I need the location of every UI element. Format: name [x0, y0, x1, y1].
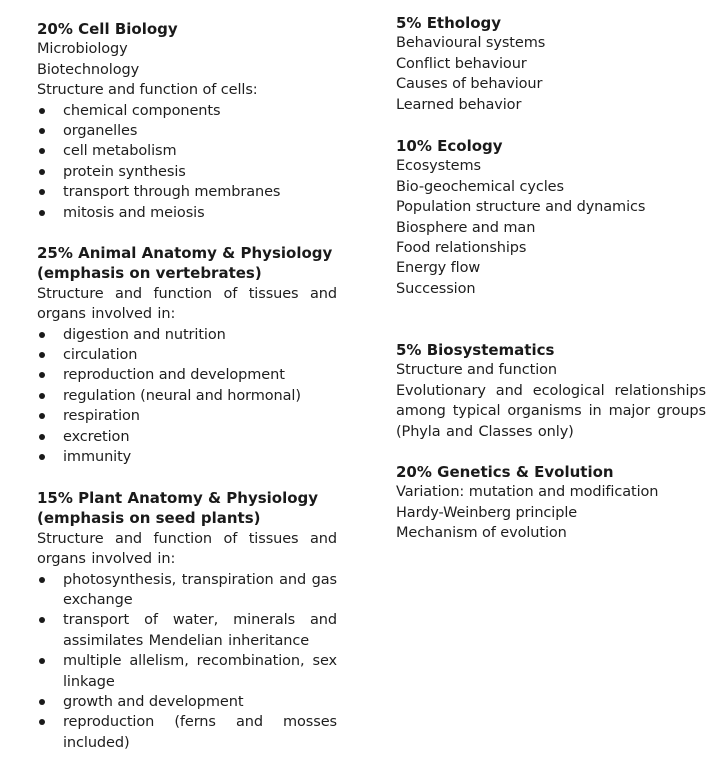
list-item: respiration — [37, 406, 337, 426]
list-item: reproduction (ferns and mosses included) — [37, 712, 337, 753]
text-line: Energy flow — [396, 260, 481, 277]
list-item: transport of water, minerals and assimilates Mendelian inheritance — [37, 610, 337, 651]
bullet-list — [37, 325, 337, 468]
list-item: transport through membranes — [37, 182, 337, 202]
text-line: Structure and function — [396, 362, 557, 379]
list-item: regulation (neural and hormonal) — [37, 386, 337, 406]
text-line: Ecosystems — [396, 158, 481, 175]
text-line: Biosphere and man — [396, 219, 536, 236]
text-line: Behavioural systems — [396, 35, 546, 52]
text-line: Biotechnology — [37, 61, 140, 78]
text-line: Mechanism of evolution — [396, 525, 567, 542]
text-line: Learned behavior — [396, 96, 522, 113]
section-plant-anatomy — [37, 488, 337, 753]
list-item: organelles — [37, 121, 337, 141]
section-heading: 25% Animal Anatomy & Physiology — [37, 244, 333, 262]
text-line: Bio-geochemical cycles — [396, 178, 564, 195]
list-item: excretion — [37, 427, 337, 447]
list-item: multiple allelism, recombination, sex linkage — [37, 651, 337, 692]
list-item: circulation — [37, 345, 337, 365]
section-heading: 20% Cell Biology — [37, 20, 178, 38]
section-animal-anatomy — [37, 243, 337, 467]
list-item: digestion and nutrition — [37, 325, 337, 345]
section-heading: 15% Plant Anatomy & Physiology — [37, 489, 319, 507]
section-subheading: (emphasis on seed plants) — [37, 509, 261, 528]
list-item: photosynthesis, transpiration and gas exchange — [37, 570, 337, 611]
text-line: Microbiology — [37, 41, 128, 58]
section-heading: 20% Genetics & Evolution — [396, 463, 614, 481]
list-item: chemical components — [37, 101, 337, 121]
text-line: Variation: mutation and modification — [396, 484, 659, 501]
list-item: mitosis and meiosis — [37, 203, 337, 223]
paragraph: Evolutionary and ecological relationships among typical organisms in major groups (Phyla and Classes only) — [396, 382, 706, 440]
bullet-list — [37, 570, 337, 754]
text-line: Population structure and dynamics — [396, 199, 646, 216]
section-subheading: (emphasis on vertebrates) — [37, 264, 262, 283]
section-ethology — [396, 13, 706, 115]
text-line: Food relationships — [396, 240, 527, 257]
text-line: Hardy-Weinberg principle — [396, 504, 578, 521]
intro-text: Structure and function of tissues and organs involved in: — [37, 285, 337, 323]
list-item: protein synthesis — [37, 162, 337, 182]
bullet-list — [37, 101, 337, 223]
section-cell-biology — [37, 19, 337, 223]
text-line: Conflict behaviour — [396, 55, 527, 72]
section-ecology — [396, 136, 706, 299]
list-item: growth and development — [37, 692, 337, 712]
intro-text: Structure and function of tissues and organs involved in: — [37, 530, 337, 568]
section-heading: 5% Biosystematics — [396, 341, 555, 359]
text-line: Causes of behaviour — [396, 76, 543, 93]
section-biosystematics — [396, 340, 706, 442]
text-line: Succession — [396, 280, 476, 297]
list-item: reproduction and development — [37, 365, 337, 385]
text-line: Structure and function of cells: — [37, 82, 258, 99]
list-item: cell metabolism — [37, 141, 337, 161]
list-item: immunity — [37, 447, 337, 467]
section-heading: 10% Ecology — [396, 137, 503, 155]
section-heading: 5% Ethology — [396, 14, 502, 32]
section-genetics — [396, 462, 706, 544]
